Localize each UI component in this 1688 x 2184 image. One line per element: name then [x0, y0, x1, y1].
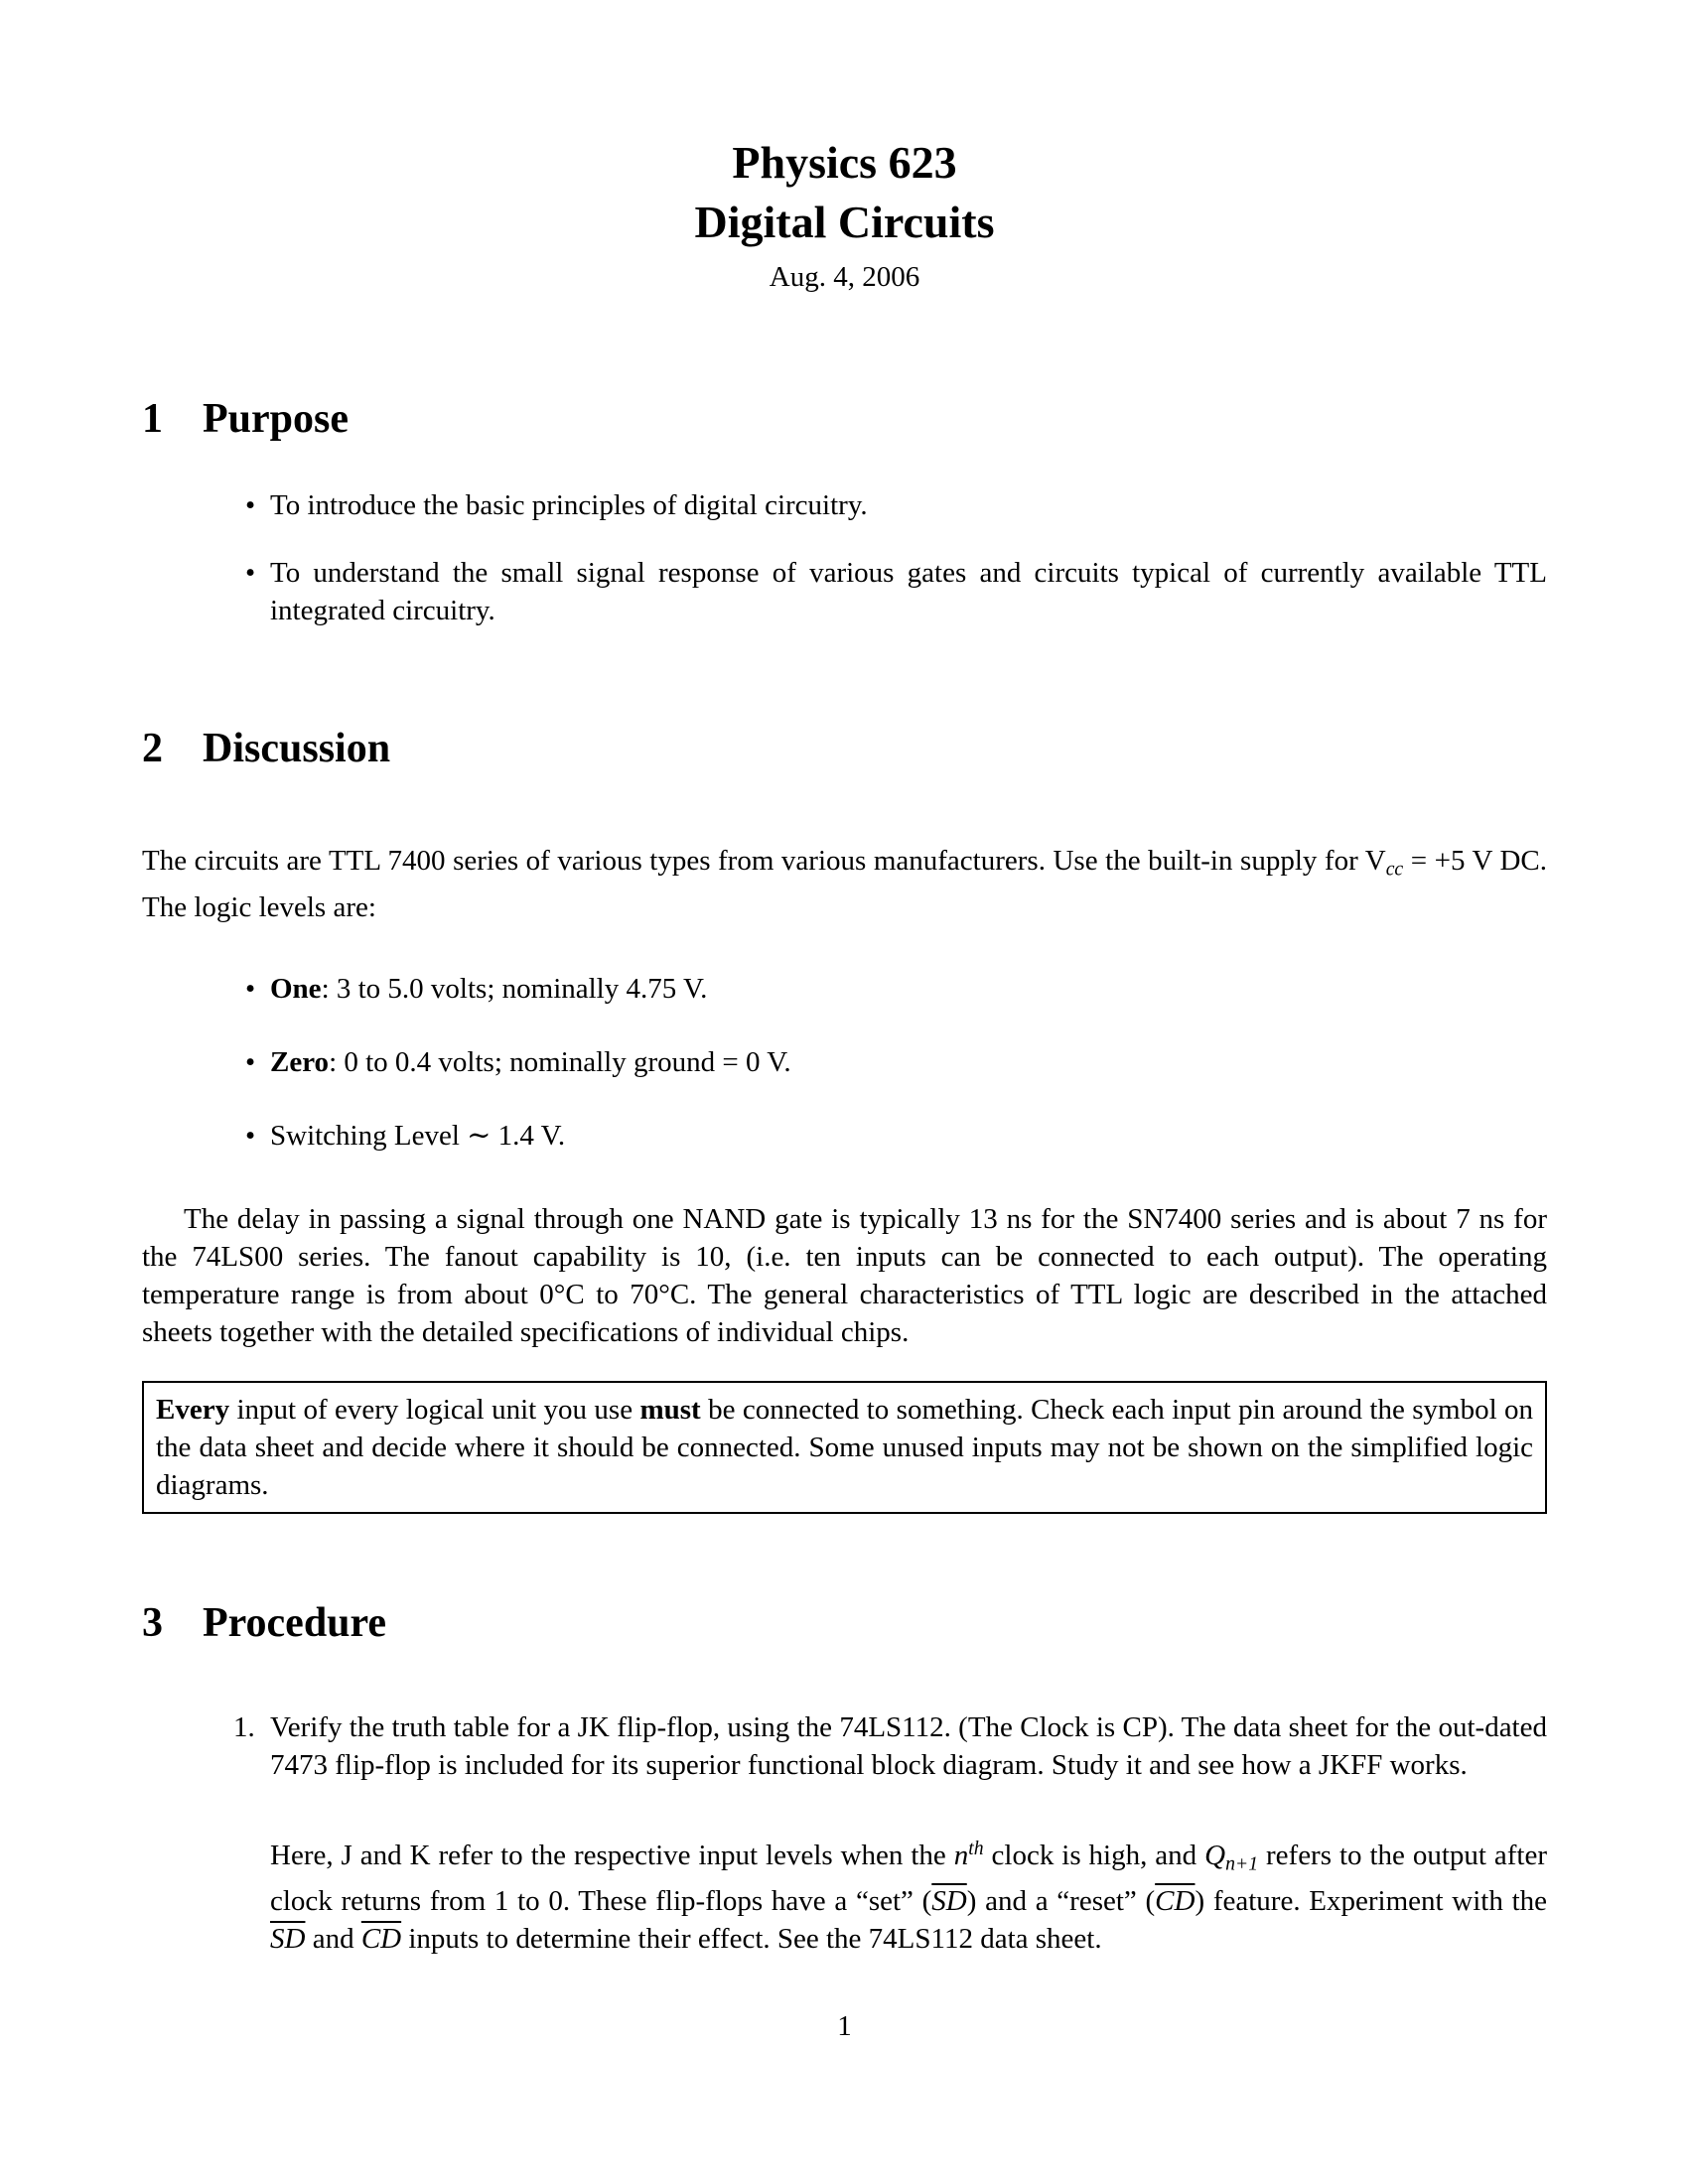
warning-bold-every: Every: [156, 1393, 230, 1426]
purpose-section-number: 1: [142, 396, 163, 442]
jk-text-1: Here, J and K refer to the respective input levels when the: [270, 1839, 954, 1871]
procedure-heading: [142, 1599, 1547, 1647]
jk-text-4: ) and a “reset” (: [966, 1884, 1156, 1917]
discussion-intro-paragraph: [142, 842, 1547, 926]
level-zero-text: : 0 to 0.4 volts; nominally ground = 0 V.: [329, 1045, 791, 1078]
warning-bold-must: must: [639, 1393, 701, 1426]
page-number: 1: [837, 2009, 852, 2042]
warning-box: [142, 1381, 1547, 1514]
warning-text-1: input of every logical unit you use: [229, 1393, 640, 1426]
switching-level-text: Switching Level ∼ 1.4 V.: [270, 1119, 566, 1152]
section-procedure: [142, 1599, 1547, 1958]
level-one-text: : 3 to 5.0 volts; nominally 4.75 V.: [321, 972, 708, 1005]
bullet-icon: •: [245, 557, 256, 589]
math-q-subscript: n+1: [1225, 1851, 1259, 1874]
jk-text-7: inputs to determine their effect. See the 74LS112 data sheet.: [401, 1922, 1102, 1955]
section-purpose: [142, 395, 1547, 629]
purpose-heading: [142, 395, 1547, 443]
discussion-heading: [142, 725, 1547, 772]
list-item: [245, 1043, 1547, 1081]
discussion-section-number: 2: [142, 726, 163, 771]
bullet-icon: •: [245, 1045, 256, 1078]
list-item: [245, 554, 1547, 629]
document-date: Aug. 4, 2006: [769, 261, 920, 293]
list-item: [245, 486, 1547, 524]
level-zero-label: Zero: [270, 1045, 330, 1078]
bullet-icon: •: [245, 972, 256, 1005]
level-one-label: One: [270, 972, 322, 1005]
warning-text-2: be connected to something. Check each input pin around the symbol on the data sheet and decide where it should be connected. Some unused inputs may not be shown on the simplified logic diagrams.: [156, 1393, 1534, 1501]
vcc-subscript: cc: [1385, 858, 1404, 881]
list-item: [245, 970, 1547, 1008]
document-header: [142, 133, 1547, 296]
intro-text-1: The circuits are TTL 7400 series of various types from various manufacturers. Use the built-in supply for V: [142, 845, 1386, 877]
discussion-section-title: Discussion: [203, 726, 391, 771]
delay-paragraph: The delay in passing a signal through one NAND gate is typically 13 ns for the SN7400 series and is about 7 ns for the 74LS00 series. The fanout capability is 10, (i.e. ten inputs can be connected to each output). The operating temperature range is from about 0°C to 70°C. The general characteristics of TTL logic are described in the attached sheets together with the detailed specifications of individual chips.: [142, 1202, 1547, 1348]
jk-text-5: ) feature. Experiment with the: [1195, 1884, 1548, 1917]
purpose-bullet-1-text: To introduce the basic principles of digital circuitry.: [270, 489, 868, 521]
section-discussion: [142, 725, 1547, 1514]
procedure-item-1: [233, 1708, 1547, 1784]
math-sd-overline: $\overline{SD}$: [931, 1884, 967, 1917]
procedure-section-number: 3: [142, 1599, 163, 1646]
math-n: n: [953, 1839, 969, 1871]
page-footer: [142, 2007, 1547, 2045]
procedure-section-title: Procedure: [203, 1599, 387, 1646]
logic-levels-list: [142, 970, 1547, 1155]
math-th-superscript: th: [968, 1837, 984, 1859]
jk-text-2: clock is high, and: [983, 1839, 1205, 1871]
procedure-item-1-text: Verify the truth table for a JK flip-flop, using the 74LS112. (The Clock is CP). The data sheet for the out-dated 7473 flip-flop is included for its superior functional block diagram. Study it and see how a JKFF works.: [270, 1710, 1547, 1781]
math-sd-overline: $\overline{SD}$: [270, 1922, 306, 1955]
purpose-bullet-2-text: To understand the small signal response of various gates and circuits typical of currently available TTL integrated circuitry.: [270, 557, 1547, 626]
math-cd-overline: $\overline{CD}$: [1155, 1884, 1196, 1917]
intro-text-2: = +5 V DC. The logic levels are:: [142, 845, 1547, 923]
course-title: Physics 623: [732, 137, 957, 188]
bullet-icon: •: [245, 489, 256, 521]
math-q: Q: [1204, 1839, 1226, 1871]
jk-description-paragraph: [270, 1830, 1547, 1958]
bullet-icon: •: [245, 1119, 256, 1152]
math-cd-overline: $\overline{CD}$: [360, 1922, 402, 1955]
item-number: 1.: [233, 1710, 255, 1743]
purpose-bullet-list: [142, 486, 1547, 629]
procedure-list: [142, 1708, 1547, 1958]
list-item: [245, 1117, 1547, 1155]
purpose-section-title: Purpose: [203, 396, 349, 442]
jk-text-6: and: [305, 1922, 361, 1955]
jk-text-3: refers to the output after clock returns from 1 to 0. These flip-flops have a “set” (: [270, 1839, 1547, 1917]
document-title: Digital Circuits: [694, 197, 995, 247]
